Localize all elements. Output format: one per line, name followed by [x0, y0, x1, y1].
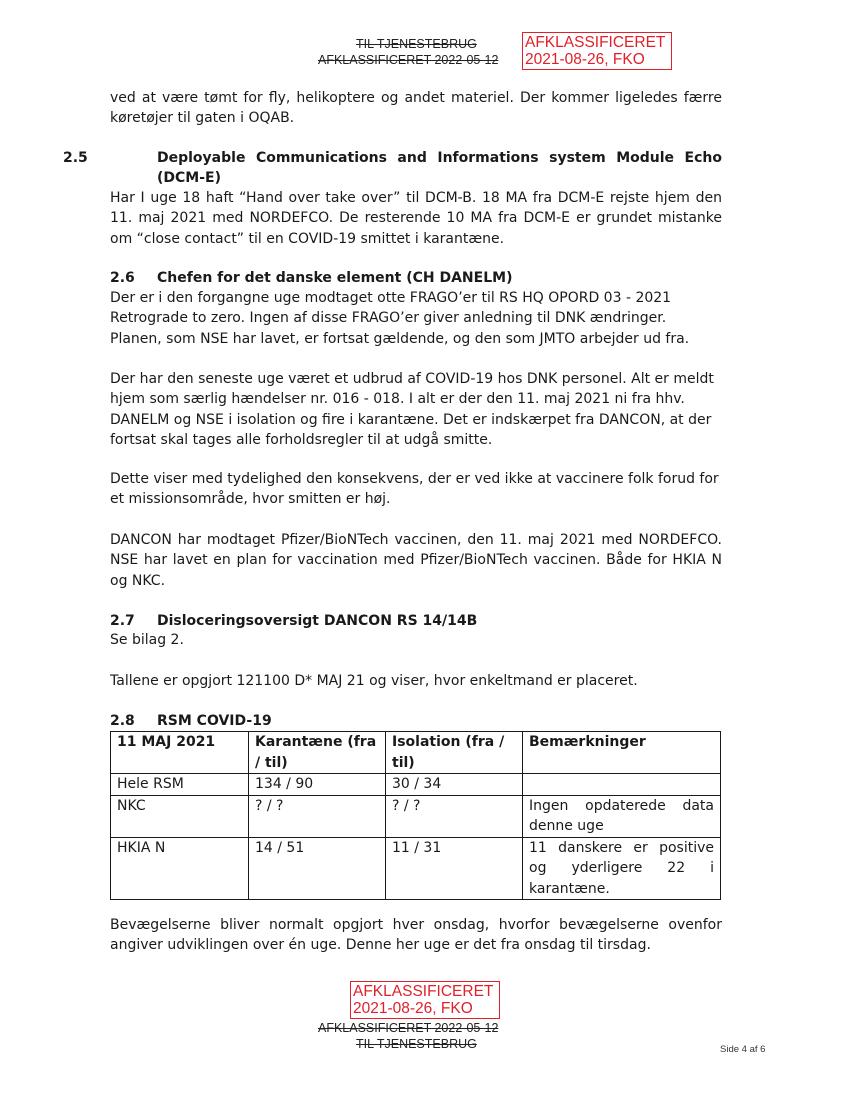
section-2-7-paragraph-2: Tallene er opgjort 121100 D* MAJ 21 og viser, hvor enkeltmand er placeret. [110, 673, 638, 689]
table-header-cell: Karantæne (fra / til) [249, 732, 386, 774]
section-2-7-title: Disloceringsoversigt DANCON RS 14/14B [157, 613, 478, 629]
table-cell [523, 774, 721, 796]
header-stamp-line-1: AFKLASSIFICERET [525, 34, 666, 51]
section-2-5-title: Deployable Communications and Informations system Module Echo (DCM-E) [157, 150, 722, 186]
footer-declassified-stamp [350, 981, 500, 1019]
section-2-7-number: 2.7 [110, 613, 135, 629]
section-2-6-paragraph-4: DANCON har modtaget Pfizer/BioNTech vaccinen, den 11. maj 2021 med NORDEFCO. NSE har lavet en plan for vaccination med Pfizer/BioNTech vaccinen. Både for HKIA N og NKC. [110, 532, 722, 589]
table-header-cell: Bemærkninger [523, 732, 721, 774]
table-cell: HKIA N [111, 837, 249, 900]
table-cell: ? / ? [386, 795, 523, 837]
table-cell: 11 / 31 [386, 837, 523, 900]
table-row [111, 795, 721, 837]
intro-paragraph: ved at være tømt for fly, helikoptere og andet materiel. Der kommer ligeledes færre køretøjer til gaten i OQAB. [110, 90, 722, 127]
table-header-row [111, 732, 721, 774]
page-number: Side 4 af 6 [720, 1044, 766, 1055]
header-classification-line-2: AFKLASSIFICERET 2022-05-12 [318, 53, 499, 67]
table-header-cell: 11 MAJ 2021 [111, 732, 249, 774]
rsm-covid-table [110, 731, 721, 900]
section-2-8-number: 2.8 [110, 713, 135, 729]
section-2-6-heading [110, 268, 722, 288]
section-2-7-paragraph-1: Se bilag 2. [110, 632, 184, 648]
section-2-6-paragraph-1: Der er i den forgangne uge modtaget otte FRAGO’er til RS HQ OPORD 03 - 2021 Retrograde to zero. Ingen af disse FRAGO’er giver anledning til DNK ændringer. Planen, som NSE har lavet, er fortsat gældende, og den som JMTO arbejder ud fra. [110, 290, 690, 347]
section-2-5-heading [63, 148, 722, 188]
table-row [111, 774, 721, 796]
section-2-8-title: RSM COVID-19 [157, 713, 272, 729]
table-cell: ? / ? [249, 795, 386, 837]
footer-classification-line-2: TIL TJENESTEBRUG [356, 1037, 477, 1051]
section-2-8-after-table-paragraph: Bevægelserne bliver normalt opgjort hver onsdag, hvorfor bevægelserne ovenfor angiver udviklingen over én uge. Denne her uge er det fra onsdag til tirsdag. [110, 917, 722, 954]
section-2-6-paragraph-3: Dette viser med tydelighed den konsekvens, der er ved ikke at vaccinere folk forud for et missionsområde, hvor smitten er høj. [110, 471, 719, 508]
table-cell: 134 / 90 [249, 774, 386, 796]
header-stamp-line-2: 2021-08-26, FKO [525, 51, 645, 68]
header-declassified-stamp [522, 32, 672, 70]
section-2-6-number: 2.6 [110, 270, 135, 286]
table-cell: 30 / 34 [386, 774, 523, 796]
table-header-cell: Isolation (fra / til) [386, 732, 523, 774]
header-classification-line-1: TIL TJENESTEBRUG [356, 37, 477, 51]
table-row [111, 837, 721, 900]
table-cell: Hele RSM [111, 774, 249, 796]
footer-classification-line-1: AFKLASSIFICERET 2022-05-12 [318, 1021, 499, 1035]
section-2-7-heading [110, 611, 722, 631]
section-2-6-title: Chefen for det danske element (CH DANELM) [157, 270, 513, 286]
table-cell: NKC [111, 795, 249, 837]
section-2-6-paragraph-2: Der har den seneste uge været et udbrud af COVID-19 hos DNK personel. Alt er meldt hjem som særlig hændelser nr. 016 - 018. I alt er der den 11. maj 2021 ni fra hhv. DANELM og NSE i isolation og fire i karantæne. Det er indskærpet fra DANCON, at der fortsat skal tages alle forholdsregler til at udgå smitte. [110, 371, 714, 449]
section-2-8-heading [110, 711, 722, 731]
section-2-5-text: Har I uge 18 haft “Hand over take over” til DCM-B. 18 MA fra DCM-E rejste hjem den 11. maj 2021 med NORDEFCO. De resterende 10 MA fra DCM-E er grundet mistanke om “close contact” til en COVID-19 smittet i karantæne. [110, 190, 722, 247]
table-cell: Ingen opdaterede data denne uge [523, 795, 721, 837]
footer-stamp-line-1: AFKLASSIFICERET [353, 983, 494, 1000]
table-cell: 14 / 51 [249, 837, 386, 900]
table-cell: 11 danskere er positive og yderligere 22 i karantæne. [523, 837, 721, 900]
footer-stamp-line-2: 2021-08-26, FKO [353, 1000, 473, 1017]
section-2-5-number: 2.5 [63, 150, 88, 166]
